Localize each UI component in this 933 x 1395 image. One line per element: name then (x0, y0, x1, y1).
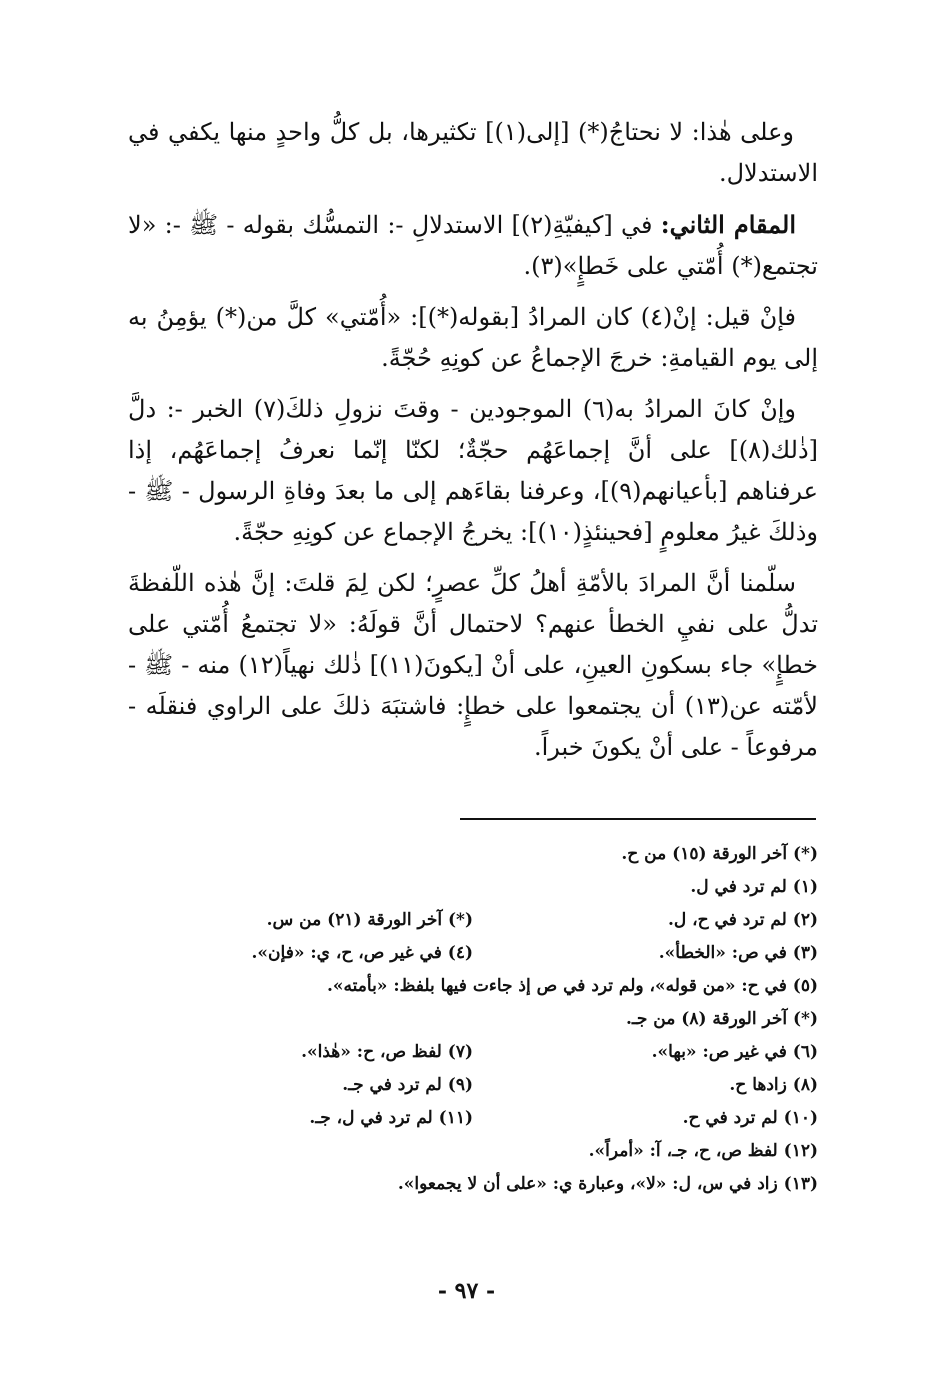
footnote: (٦) في غير ص: «بها». (651, 1042, 818, 1062)
footnote: (١) لم ترد في ل. (690, 877, 818, 897)
footnote: (١١) لم ترد في ل، جـ. (309, 1108, 473, 1128)
footnote-divider (460, 818, 816, 820)
footnote-row (128, 1135, 818, 1168)
section-heading: المقام الثاني: (660, 210, 796, 239)
paragraph-1: وعلى هٰذا: لا نحتاجُ(*) [إلى(١)] تكثيرها، بل كلُّ واحدٍ منها يكفي في الاستدلال. (128, 118, 818, 187)
footnote-row (128, 1036, 818, 1069)
footnote-row (128, 1003, 818, 1036)
footnote: (١٣) زاد في س، ل: «لا»، وعبارة ي: «على أن لا يجمعوا». (397, 1174, 818, 1194)
paragraph-2-cont: تجتمع(*) أُمّتي على خَطإٍ»(٣). (523, 252, 818, 280)
footnote: (٤) في غير ص، ح، ي: «فإن». (251, 943, 473, 963)
page-number: - ٩٧ - (437, 1278, 496, 1304)
footnote-row (128, 937, 818, 970)
footnote-row (128, 970, 818, 1003)
footnote: (*) آخر الورقة (٢١) من س. (266, 910, 473, 930)
paragraph-4: وإنْ كانَ المرادُ به(٦) الموجودين - وقتَ نزولِ ذلكَ(٧) الخبر -: دلَّ [ذٰلك(٨)] على أنَّ إجماعَهُم حجّةٌ؛ لكنّا إنّما نعرفُ إجماعَهُم، إذا عرفناهم [بأعيانهم(٩)]، وعرفنا بقاءَهم إلى ما بعدَ وفاةِ الرسول - ﷺ - وذلكَ غيرُ معلومٍ [فحينئذٍ(١٠)]: يخرجُ الإجماع عن كونِهِ حجّةً. (128, 395, 819, 546)
footnote-row (128, 1168, 818, 1201)
paragraph-3: فإنْ قيل: إنْ(٤) كان المرادُ [بقوله(*)]: «أُمّتي» كلَّ من(*) يؤمِنُ به إلى يوم القيامةِ: خرجَ الإجماعُ عن كونِهِ حُجّةً. (128, 303, 818, 372)
footnote: (١٢) لفظ ص، ح، جـ، آ: «أمراً». (588, 1141, 818, 1161)
footnote: (٥) في ح: «من قوله»، ولم ترد في ص إذ جاءت فيها بلفظ: «بأمته». (327, 976, 818, 996)
paragraph-2 (128, 204, 818, 287)
footnote-row (128, 1069, 818, 1102)
paragraph-5: سلّمنا أنَّ المرادَ بالأمّةِ أهلُ كلِّ عصرٍ؛ لكن لِمَ قلتَ: إنَّ هٰذه اللّفظةَ تدلُّ على نفيِ الخطأ عنهم؟ لاحتمال أنَّ قولَهُ: «لا تجتمعُ أُمّتي على خطإٍ» جاء بسكونِ العينِ، على أنْ [يكونَ(١١)] ذٰلك نهياً(١٢) منه - ﷺ - لأمّته عن(١٣) أن يجتمعوا على خطإٍ: فاشتبَهَ ذلكَ على الراوي فنقلَه - مرفوعاً - على أنْ يكونَ خبراً. (128, 569, 819, 761)
footnote-row (128, 838, 818, 871)
footnote: (٣) في ص: «الخطأ». (658, 943, 818, 963)
footnote: (*) آخر الورقة (١٥) من ح. (621, 844, 818, 864)
footnote-row (128, 1102, 818, 1135)
footnote: (٨) زادها ح. (729, 1075, 818, 1095)
footnote: (*) آخر الورقة (٨) من جـ. (625, 1009, 818, 1029)
section-heading-rest: في [كيفيّةِ(٢)] الاستدلالِ -: التمسُّك بقوله - ﷺ -: «لا (128, 211, 653, 239)
main-text (128, 112, 818, 768)
footnote: (٩) لم ترد في جـ. (342, 1075, 473, 1095)
footnote: (١٠) لم ترد في ح. (682, 1108, 818, 1128)
footnote: (٧) لفظ ص، ح: «هٰذا». (301, 1042, 473, 1062)
footnote-row (128, 904, 818, 937)
footnote: (٢) لم ترد في ح، ل. (667, 910, 818, 930)
footnote-row (128, 871, 818, 904)
footnotes (128, 838, 818, 1201)
